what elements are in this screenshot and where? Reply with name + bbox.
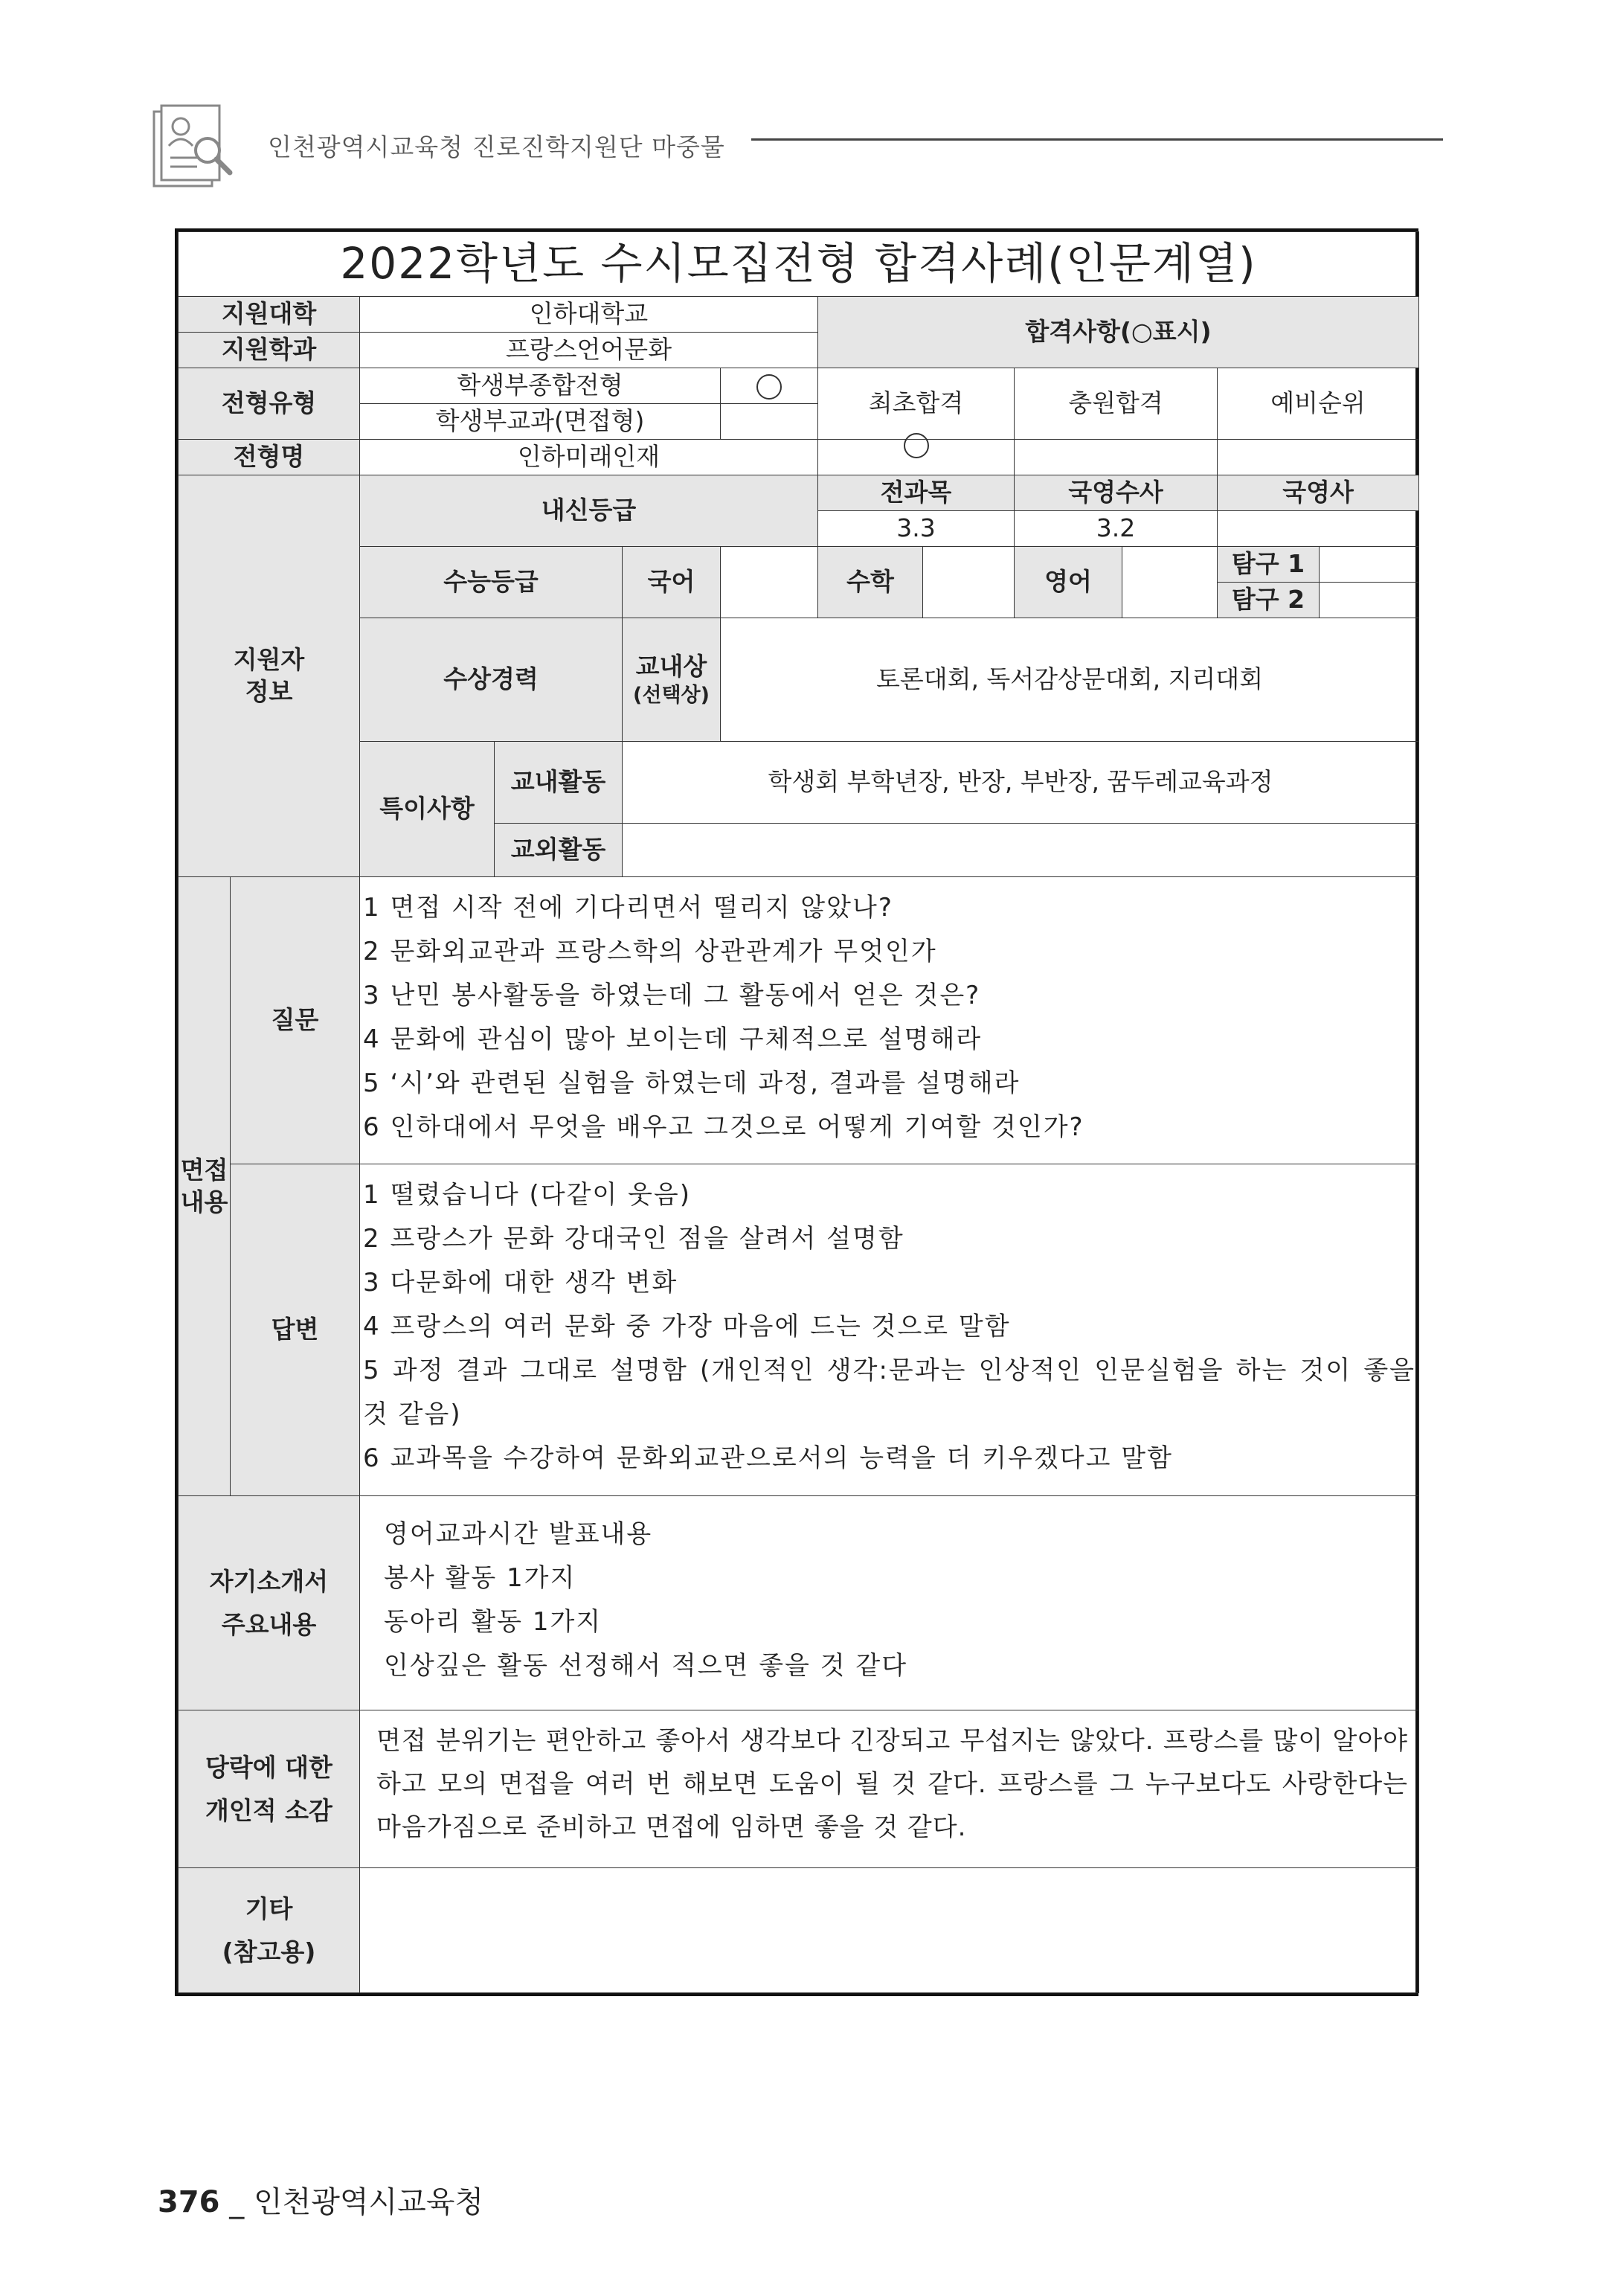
- label-explore1: 탐구 1: [1218, 547, 1320, 583]
- label-awards: 수상경력: [360, 618, 623, 742]
- value-english: [1122, 547, 1218, 618]
- self-intro-item: 영어교과시간 발표내용: [384, 1519, 653, 1549]
- label-out-school-activity: 교외활동: [495, 824, 623, 877]
- label-department: 지원학과: [179, 333, 360, 368]
- value-etc: [360, 1868, 1419, 1993]
- self-intro-item: 인상깊은 활동 선정해서 적으면 좋을 것 같다: [384, 1651, 908, 1681]
- result-mark-additional: [1015, 440, 1218, 475]
- label-school-grade: 내신등급: [360, 475, 818, 547]
- label-answer: 답변: [231, 1164, 360, 1496]
- label-math: 수학: [818, 547, 923, 618]
- label-question: 질문: [231, 877, 360, 1164]
- grade-value: [1218, 511, 1419, 547]
- result-column: 최초합격: [818, 368, 1015, 440]
- self-intro-list: [360, 1496, 1419, 1710]
- answer-item: 4 프랑스의 여러 문화 중 가장 마음에 드는 것으로 말함: [363, 1312, 1011, 1341]
- result-mark-waiting: [1218, 440, 1419, 475]
- label-korean: 국어: [623, 547, 721, 618]
- question-item: 3 난민 봉사활동을 하였는데 그 활동에서 얻은 것은?: [363, 981, 981, 1010]
- admission-type-mark: [721, 368, 818, 404]
- grade-column: 국영수사: [1015, 475, 1218, 511]
- answer-item: 3 다문화에 대한 생각 변화: [363, 1268, 678, 1298]
- label-applicant-info: 지원자 정보: [179, 475, 360, 877]
- value-awards: 토론대회, 독서감상문대회, 지리대회: [721, 618, 1419, 742]
- admission-type-option: 학생부교과(면접형): [360, 404, 721, 440]
- label-admission-name: 전형명: [179, 440, 360, 475]
- answer-item: 6 교과목을 수강하여 문화외교관으로서의 능력을 더 키우겠다고 말함: [363, 1443, 1173, 1473]
- value-department: 프랑스언어문화: [360, 333, 818, 368]
- label-csat-grade: 수능등급: [360, 547, 623, 618]
- value-explore2: [1320, 583, 1419, 618]
- opinion-text: 면접 분위기는 편안하고 좋아서 생각보다 긴장되고 무섭지는 않았다. 프랑스를 많이 알아야 하고 모의 면접을 여러 번 해보면 도움이 될 것 같다. 프랑스를 그 누구보다도 사랑한다는 마음가짐으로 준비하고 면접에 임하면 좋을 것 같다.: [376, 1726, 1409, 1842]
- answer-item: 2 프랑스가 문화 강대국인 점을 살려서 설명함: [363, 1224, 904, 1254]
- opinion-text-cell: [360, 1710, 1419, 1868]
- value-math: [923, 547, 1015, 618]
- value-university: 인하대학교: [360, 297, 818, 333]
- admission-case-table: [175, 228, 1418, 1996]
- result-column: 충원합격: [1015, 368, 1218, 440]
- question-item: 5 ‘시’와 관련된 실험을 하였는데 과정, 결과를 설명해라: [363, 1068, 1021, 1098]
- result-mark-first: [818, 440, 1015, 475]
- label-admission-type: 전형유형: [179, 368, 360, 440]
- self-intro-item: 봉사 활동 1가지: [384, 1563, 576, 1593]
- question-item: 4 문화에 관심이 많아 보이는데 구체적으로 설명해라: [363, 1024, 983, 1054]
- admission-type-mark: [721, 404, 818, 440]
- label-special-notes: 특이사항: [360, 742, 495, 877]
- value-admission-name: 인하미래인재: [360, 440, 818, 475]
- label-explore2: 탐구 2: [1218, 583, 1320, 618]
- label-opinion: 당락에 대한 개인적 소감: [179, 1710, 360, 1868]
- label-result: 합격사항(○표시): [818, 297, 1419, 368]
- label-in-school-award: 교내상 (선택상): [623, 618, 721, 742]
- admission-type-option: 학생부종합전형: [360, 368, 721, 404]
- answer-item: 1 떨렸습니다 (다같이 웃음): [363, 1180, 692, 1210]
- header-org-text: 인천광역시교육청 진로진학지원단 마중물: [268, 132, 725, 161]
- selected-circle-mark: [904, 433, 929, 458]
- grade-column: 국영사: [1218, 475, 1419, 511]
- document-search-icon: [152, 104, 234, 190]
- label-university: 지원대학: [179, 297, 360, 333]
- header-rule: [751, 138, 1443, 141]
- value-explore1: [1320, 547, 1419, 583]
- footer-separator: _: [229, 2185, 245, 2219]
- answer-item: 5 과정 결과 그대로 설명함 (개인적인 생각:문과는 인상적인 인문실험을 하는 것이 좋을 것 같음): [363, 1356, 1416, 1429]
- page-footer: [158, 2178, 483, 2221]
- questions-list: [360, 877, 1419, 1164]
- answers-list: [360, 1164, 1419, 1496]
- label-in-school-activity: 교내활동: [495, 742, 623, 824]
- grade-column: 전과목: [818, 475, 1015, 511]
- question-item: 2 문화외교관과 프랑스학의 상관관계가 무엇인가: [363, 937, 937, 966]
- value-korean: [721, 547, 818, 618]
- page-number: 376: [158, 2185, 220, 2219]
- result-column: 예비순위: [1218, 368, 1419, 440]
- question-item: 1 면접 시작 전에 기다리면서 떨리지 않았나?: [363, 893, 893, 923]
- value-out-school-activity: [623, 824, 1419, 877]
- label-english: 영어: [1015, 547, 1122, 618]
- label-etc: 기타 (참고용): [179, 1868, 360, 1993]
- label-interview: 면접 내용: [179, 877, 231, 1496]
- value-in-school-activity: 학생회 부학년장, 반장, 부반장, 꿈두레교육과정: [623, 742, 1419, 824]
- page-title: 2022학년도 수시모집전형 합격사례(인문계열): [179, 232, 1419, 297]
- self-intro-item: 동아리 활동 1가지: [384, 1607, 602, 1637]
- grade-value: 3.3: [818, 511, 1015, 547]
- footer-publisher: 인천광역시교육청: [253, 2185, 484, 2219]
- grade-value: 3.2: [1015, 511, 1218, 547]
- label-self-intro: 자기소개서 주요내용: [179, 1496, 360, 1710]
- selected-circle-mark: [756, 374, 782, 400]
- question-item: 6 인하대에서 무엇을 배우고 그것으로 어떻게 기여할 것인가?: [363, 1112, 1084, 1142]
